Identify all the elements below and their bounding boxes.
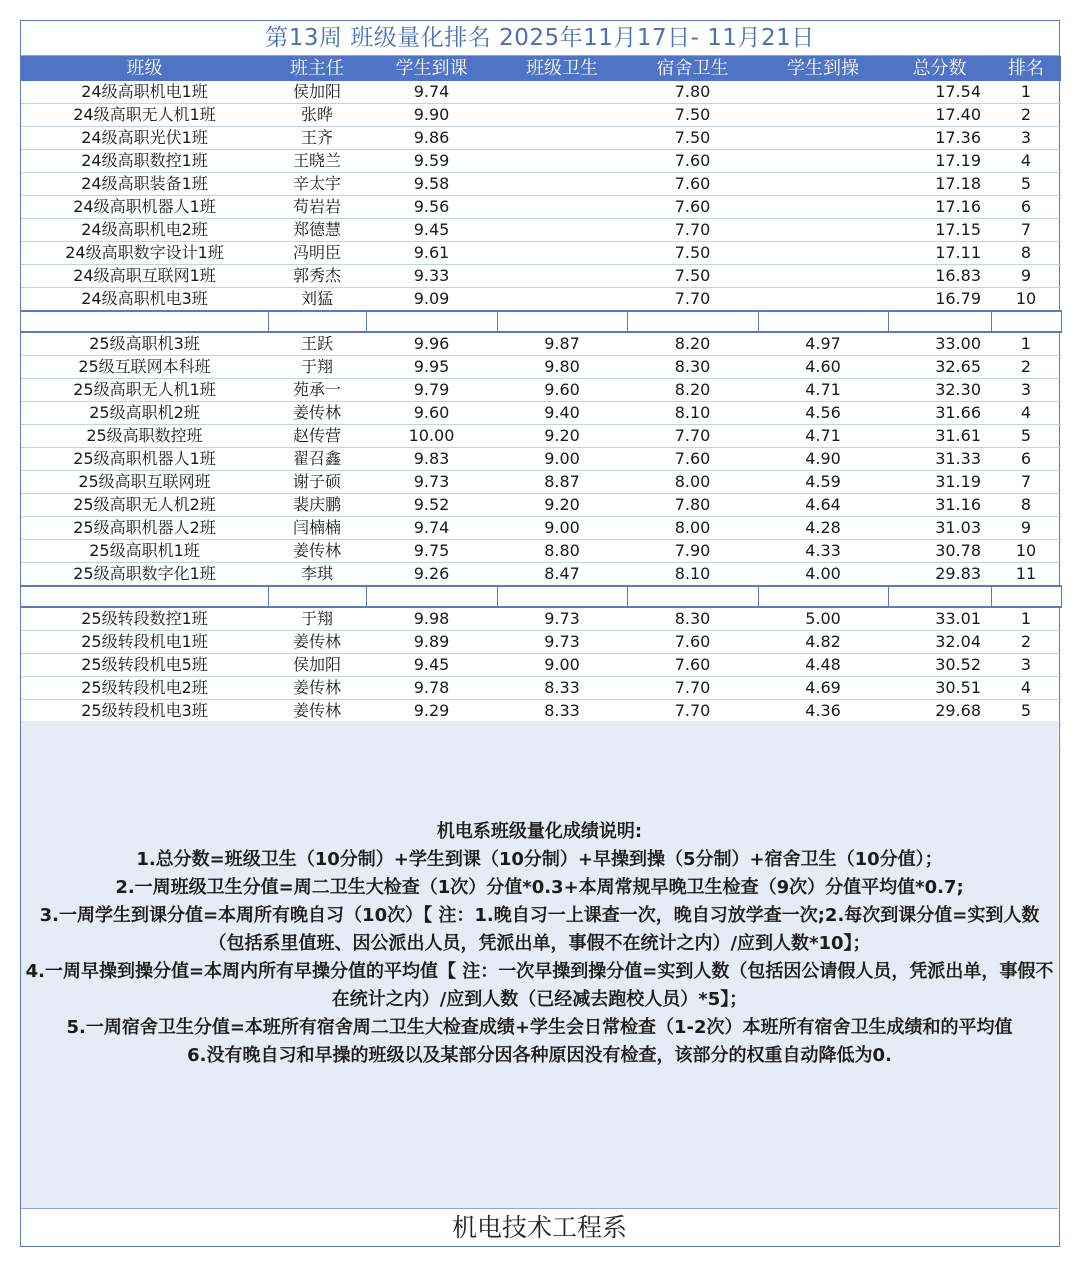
cell-rank: 3: [991, 654, 1061, 677]
cell-teacher: 姜传林: [268, 540, 366, 563]
cell-total: 32.30: [888, 379, 991, 402]
table-header-row: [21, 56, 1061, 81]
cell-class-hygiene: 9.73: [497, 607, 627, 631]
cell-exercise: 4.71: [758, 379, 888, 402]
cell-total: 32.04: [888, 631, 991, 654]
cell-dorm-hygiene: 7.80: [627, 81, 758, 104]
note-line: 1.总分数=班级卫生（10分制）+学生到课（10分制）+早操到操（5分制）+宿舍卫生（10分值）；: [136, 849, 943, 870]
cell-total: 33.00: [888, 332, 991, 356]
department-footer: 机电技术工程系: [21, 1208, 1058, 1246]
cell-class-hygiene: 9.40: [497, 402, 627, 425]
cell-class-hygiene: 9.80: [497, 356, 627, 379]
page-title: 第13周 班级量化排名 2025年11月17日- 11月21日: [21, 21, 1059, 56]
cell-exercise: [758, 104, 888, 127]
cell-total: 32.65: [888, 356, 991, 379]
table-row: [21, 471, 1061, 494]
note-line: 6.没有晚自习和早操的班级以及某部分因各种原因没有检查，该部分的权重自动降低为0.: [187, 1045, 892, 1066]
separator-cell: [758, 311, 888, 332]
separator-cell: [366, 586, 497, 607]
cell-attendance: 9.56: [366, 196, 497, 219]
cell-exercise: 4.48: [758, 654, 888, 677]
cell-exercise: [758, 196, 888, 219]
cell-dorm-hygiene: 7.50: [627, 242, 758, 265]
cell-teacher: 郑德慧: [268, 219, 366, 242]
table-row: [21, 219, 1061, 242]
cell-dorm-hygiene: 7.60: [627, 654, 758, 677]
cell-class: 25级高职无人机2班: [21, 494, 268, 517]
cell-attendance: 9.73: [366, 471, 497, 494]
col-header-class-hygiene: 班级卫生: [497, 56, 627, 81]
note-line: 4.一周早操到操分值=本周内所有早操分值的平均值【 注：一次早操到操分值=实到人数（包括因公请假人员，凭派出单，事假不在统计之内）/应到人数（已经减去跑校人员）*5】；: [25, 961, 1054, 1010]
cell-class: 25级转段机电3班: [21, 700, 268, 723]
cell-attendance: 9.09: [366, 288, 497, 312]
cell-rank: 8: [991, 494, 1061, 517]
cell-attendance: 9.52: [366, 494, 497, 517]
cell-attendance: 9.60: [366, 402, 497, 425]
cell-teacher: 姜传林: [268, 700, 366, 723]
cell-dorm-hygiene: 7.80: [627, 494, 758, 517]
cell-total: 30.78: [888, 540, 991, 563]
cell-exercise: 4.33: [758, 540, 888, 563]
cell-attendance: 10.00: [366, 425, 497, 448]
table-row: [21, 81, 1061, 104]
cell-dorm-hygiene: 7.70: [627, 700, 758, 723]
cell-class: 25级高职机3班: [21, 332, 268, 356]
cell-total: 29.68: [888, 700, 991, 723]
cell-total: 30.51: [888, 677, 991, 700]
cell-dorm-hygiene: 7.50: [627, 265, 758, 288]
table-row: [21, 265, 1061, 288]
cell-rank: 2: [991, 104, 1061, 127]
cell-class: 25级高职数控班: [21, 425, 268, 448]
cell-teacher: 辛太宇: [268, 173, 366, 196]
cell-total: 17.18: [888, 173, 991, 196]
cell-teacher: 于翔: [268, 356, 366, 379]
table-row: [21, 607, 1061, 631]
cell-teacher: 于翔: [268, 607, 366, 631]
separator-cell: [21, 311, 268, 332]
cell-exercise: 4.71: [758, 425, 888, 448]
ranking-sheet: [20, 20, 1060, 1247]
cell-class-hygiene: 9.20: [497, 494, 627, 517]
cell-attendance: 9.61: [366, 242, 497, 265]
cell-class-hygiene: [497, 104, 627, 127]
cell-total: 17.11: [888, 242, 991, 265]
cell-teacher: 姜传林: [268, 402, 366, 425]
col-header-rank: 排名: [991, 56, 1061, 81]
cell-dorm-hygiene: 7.70: [627, 219, 758, 242]
cell-class-hygiene: 9.87: [497, 332, 627, 356]
cell-dorm-hygiene: 7.70: [627, 288, 758, 312]
cell-total: 31.03: [888, 517, 991, 540]
cell-dorm-hygiene: 8.00: [627, 517, 758, 540]
cell-exercise: [758, 242, 888, 265]
table-row: [21, 425, 1061, 448]
cell-total: 17.36: [888, 127, 991, 150]
cell-class: 24级高职光伏1班: [21, 127, 268, 150]
group-separator-row: [21, 311, 1061, 332]
cell-teacher: 姜传林: [268, 677, 366, 700]
table-row: [21, 700, 1061, 723]
col-header-class: 班级: [21, 56, 268, 81]
cell-exercise: 5.00: [758, 607, 888, 631]
cell-dorm-hygiene: 7.50: [627, 104, 758, 127]
cell-rank: 6: [991, 196, 1061, 219]
cell-exercise: [758, 127, 888, 150]
cell-teacher: 裴庆鹏: [268, 494, 366, 517]
cell-attendance: 9.45: [366, 654, 497, 677]
cell-class-hygiene: [497, 127, 627, 150]
cell-class-hygiene: 9.00: [497, 448, 627, 471]
cell-class: 24级高职互联网1班: [21, 265, 268, 288]
cell-rank: 8: [991, 242, 1061, 265]
cell-teacher: 闫楠楠: [268, 517, 366, 540]
cell-total: 16.79: [888, 288, 991, 312]
cell-dorm-hygiene: 8.00: [627, 471, 758, 494]
cell-rank: 7: [991, 471, 1061, 494]
cell-teacher: 冯明臣: [268, 242, 366, 265]
separator-cell: [268, 311, 366, 332]
scoring-notes: [21, 818, 1058, 1070]
cell-class-hygiene: 8.80: [497, 540, 627, 563]
cell-teacher: 苟岩岩: [268, 196, 366, 219]
cell-class: 25级转段机电1班: [21, 631, 268, 654]
cell-class: 25级高职机器人2班: [21, 517, 268, 540]
cell-class: 25级转段机电5班: [21, 654, 268, 677]
cell-class: 25级高职数字化1班: [21, 563, 268, 587]
separator-cell: [497, 311, 627, 332]
cell-teacher: 王晓兰: [268, 150, 366, 173]
cell-teacher: 刘猛: [268, 288, 366, 312]
cell-rank: 10: [991, 540, 1061, 563]
table-row: [21, 332, 1061, 356]
cell-class-hygiene: 9.20: [497, 425, 627, 448]
cell-total: 16.83: [888, 265, 991, 288]
cell-total: 17.54: [888, 81, 991, 104]
cell-attendance: 9.59: [366, 150, 497, 173]
cell-class: 25级转段机电2班: [21, 677, 268, 700]
table-row: [21, 402, 1061, 425]
cell-attendance: 9.95: [366, 356, 497, 379]
ranking-table: [21, 56, 1062, 746]
table-row: [21, 563, 1061, 587]
separator-cell: [21, 586, 268, 607]
cell-exercise: [758, 81, 888, 104]
cell-teacher: 张晔: [268, 104, 366, 127]
table-row: [21, 196, 1061, 219]
cell-attendance: 9.96: [366, 332, 497, 356]
table-row: [21, 654, 1061, 677]
separator-cell: [991, 586, 1061, 607]
cell-attendance: 9.74: [366, 517, 497, 540]
cell-exercise: 4.82: [758, 631, 888, 654]
cell-exercise: 4.64: [758, 494, 888, 517]
cell-attendance: 9.75: [366, 540, 497, 563]
cell-dorm-hygiene: 7.60: [627, 196, 758, 219]
cell-class-hygiene: 9.60: [497, 379, 627, 402]
separator-cell: [497, 586, 627, 607]
cell-class: 24级高职机电1班: [21, 81, 268, 104]
cell-class-hygiene: 9.73: [497, 631, 627, 654]
cell-class: 24级高职装备1班: [21, 173, 268, 196]
cell-exercise: 4.00: [758, 563, 888, 587]
cell-exercise: 4.28: [758, 517, 888, 540]
cell-class-hygiene: 8.87: [497, 471, 627, 494]
cell-total: 29.83: [888, 563, 991, 587]
table-row: [21, 242, 1061, 265]
separator-cell: [366, 311, 497, 332]
cell-class-hygiene: [497, 242, 627, 265]
cell-class-hygiene: 8.33: [497, 700, 627, 723]
cell-teacher: 赵传营: [268, 425, 366, 448]
col-header-total: 总分数: [888, 56, 991, 81]
cell-class: 25级互联网本科班: [21, 356, 268, 379]
cell-class-hygiene: [497, 219, 627, 242]
cell-class-hygiene: [497, 196, 627, 219]
cell-dorm-hygiene: 8.20: [627, 332, 758, 356]
cell-exercise: 4.59: [758, 471, 888, 494]
separator-cell: [888, 586, 991, 607]
cell-class: 24级高职机电2班: [21, 219, 268, 242]
separator-cell: [991, 311, 1061, 332]
cell-dorm-hygiene: 7.50: [627, 127, 758, 150]
cell-class: 25级高职机器人1班: [21, 448, 268, 471]
table-row: [21, 173, 1061, 196]
cell-rank: 5: [991, 425, 1061, 448]
cell-rank: 5: [991, 700, 1061, 723]
col-header-exercise: 学生到操: [758, 56, 888, 81]
cell-dorm-hygiene: 7.70: [627, 677, 758, 700]
cell-dorm-hygiene: 7.60: [627, 631, 758, 654]
cell-exercise: 4.69: [758, 677, 888, 700]
cell-class-hygiene: [497, 81, 627, 104]
cell-class-hygiene: [497, 150, 627, 173]
cell-total: 17.40: [888, 104, 991, 127]
cell-class: 24级高职机器人1班: [21, 196, 268, 219]
cell-total: 17.15: [888, 219, 991, 242]
cell-total: 33.01: [888, 607, 991, 631]
cell-attendance: 9.79: [366, 379, 497, 402]
cell-class-hygiene: [497, 173, 627, 196]
table-row: [21, 448, 1061, 471]
table-row: [21, 494, 1061, 517]
notes-heading: 机电系班级量化成绩说明:: [436, 821, 643, 842]
table-row: [21, 127, 1061, 150]
cell-attendance: 9.74: [366, 81, 497, 104]
cell-total: 17.19: [888, 150, 991, 173]
cell-rank: 3: [991, 379, 1061, 402]
cell-dorm-hygiene: 8.30: [627, 607, 758, 631]
separator-cell: [268, 586, 366, 607]
cell-rank: 3: [991, 127, 1061, 150]
cell-teacher: 姜传林: [268, 631, 366, 654]
cell-class: 25级高职互联网班: [21, 471, 268, 494]
cell-exercise: [758, 173, 888, 196]
cell-rank: 9: [991, 265, 1061, 288]
col-header-dorm-hygiene: 宿舍卫生: [627, 56, 758, 81]
cell-rank: 5: [991, 173, 1061, 196]
cell-rank: 4: [991, 150, 1061, 173]
cell-teacher: 李琪: [268, 563, 366, 587]
cell-exercise: 4.60: [758, 356, 888, 379]
cell-total: 30.52: [888, 654, 991, 677]
cell-class: 24级高职机电3班: [21, 288, 268, 312]
table-row: [21, 150, 1061, 173]
cell-exercise: [758, 288, 888, 312]
cell-total: 31.66: [888, 402, 991, 425]
col-header-teacher: 班主任: [268, 56, 366, 81]
cell-rank: 2: [991, 631, 1061, 654]
cell-exercise: 4.36: [758, 700, 888, 723]
cell-class: 25级高职机2班: [21, 402, 268, 425]
cell-attendance: 9.33: [366, 265, 497, 288]
cell-rank: 9: [991, 517, 1061, 540]
table-row: [21, 379, 1061, 402]
table-row: [21, 517, 1061, 540]
cell-class-hygiene: 8.47: [497, 563, 627, 587]
cell-attendance: 9.29: [366, 700, 497, 723]
cell-attendance: 9.26: [366, 563, 497, 587]
cell-rank: 4: [991, 402, 1061, 425]
cell-dorm-hygiene: 8.20: [627, 379, 758, 402]
table-row: [21, 356, 1061, 379]
cell-class-hygiene: 9.00: [497, 654, 627, 677]
cell-dorm-hygiene: 8.10: [627, 402, 758, 425]
cell-exercise: 4.90: [758, 448, 888, 471]
table-row: [21, 631, 1061, 654]
table-body: [21, 81, 1061, 746]
cell-total: 31.33: [888, 448, 991, 471]
cell-attendance: 9.86: [366, 127, 497, 150]
cell-exercise: 4.97: [758, 332, 888, 356]
cell-class: 25级高职机1班: [21, 540, 268, 563]
cell-teacher: 苑承一: [268, 379, 366, 402]
separator-cell: [888, 311, 991, 332]
cell-class: 24级高职无人机1班: [21, 104, 268, 127]
cell-rank: 10: [991, 288, 1061, 312]
cell-attendance: 9.89: [366, 631, 497, 654]
group-separator-row: [21, 586, 1061, 607]
cell-exercise: 4.56: [758, 402, 888, 425]
cell-rank: 11: [991, 563, 1061, 587]
cell-dorm-hygiene: 7.70: [627, 425, 758, 448]
cell-exercise: [758, 150, 888, 173]
note-line: 3.一周学生到课分值=本周所有晚自习（10次）【 注：1.晚自习一上课查一次，晚自习放学查一次;2.每次到课分值=实到人数（包括系里值班、因公派出人员，凭派出单，事假不在统计之内）/应到人数*10】；: [39, 905, 1040, 954]
table-row: [21, 288, 1061, 312]
cell-dorm-hygiene: 7.60: [627, 448, 758, 471]
cell-attendance: 9.90: [366, 104, 497, 127]
cell-teacher: 谢子硕: [268, 471, 366, 494]
note-line: 2.一周班级卫生分值=周二卫生大检查（1次）分值*0.3+本周常规早晚卫生检查（9次）分值平均值*0.7;: [115, 877, 964, 898]
col-header-attendance: 学生到课: [366, 56, 497, 81]
cell-rank: 7: [991, 219, 1061, 242]
separator-cell: [627, 311, 758, 332]
cell-dorm-hygiene: 7.60: [627, 173, 758, 196]
cell-attendance: 9.98: [366, 607, 497, 631]
cell-dorm-hygiene: 7.90: [627, 540, 758, 563]
cell-attendance: 9.58: [366, 173, 497, 196]
cell-rank: 1: [991, 607, 1061, 631]
cell-total: 31.19: [888, 471, 991, 494]
cell-class-hygiene: [497, 265, 627, 288]
cell-class: 25级转段数控1班: [21, 607, 268, 631]
cell-rank: 1: [991, 81, 1061, 104]
cell-teacher: 侯加阳: [268, 654, 366, 677]
cell-attendance: 9.83: [366, 448, 497, 471]
cell-teacher: 侯加阳: [268, 81, 366, 104]
cell-class-hygiene: 8.33: [497, 677, 627, 700]
cell-exercise: [758, 265, 888, 288]
cell-teacher: 郭秀杰: [268, 265, 366, 288]
cell-class-hygiene: [497, 288, 627, 312]
cell-attendance: 9.78: [366, 677, 497, 700]
cell-dorm-hygiene: 7.60: [627, 150, 758, 173]
cell-teacher: 王齐: [268, 127, 366, 150]
cell-total: 31.61: [888, 425, 991, 448]
cell-class: 24级高职数字设计1班: [21, 242, 268, 265]
note-line: 5.一周宿舍卫生分值=本班所有宿舍周二卫生大检查成绩+学生会日常检查（1-2次）本班所有宿舍卫生成绩和的平均值: [66, 1017, 1013, 1038]
cell-dorm-hygiene: 8.30: [627, 356, 758, 379]
cell-rank: 4: [991, 677, 1061, 700]
cell-exercise: [758, 219, 888, 242]
cell-total: 17.16: [888, 196, 991, 219]
separator-cell: [627, 586, 758, 607]
cell-class: 24级高职数控1班: [21, 150, 268, 173]
cell-attendance: 9.45: [366, 219, 497, 242]
table-row: [21, 540, 1061, 563]
table-row: [21, 677, 1061, 700]
cell-total: 31.16: [888, 494, 991, 517]
cell-teacher: 王跃: [268, 332, 366, 356]
table-row: [21, 104, 1061, 127]
cell-teacher: 翟召鑫: [268, 448, 366, 471]
cell-class: 25级高职无人机1班: [21, 379, 268, 402]
cell-class-hygiene: 9.00: [497, 517, 627, 540]
cell-rank: 1: [991, 332, 1061, 356]
cell-dorm-hygiene: 8.10: [627, 563, 758, 587]
cell-rank: 2: [991, 356, 1061, 379]
notes-panel: [21, 721, 1058, 1209]
separator-cell: [758, 586, 888, 607]
cell-rank: 6: [991, 448, 1061, 471]
